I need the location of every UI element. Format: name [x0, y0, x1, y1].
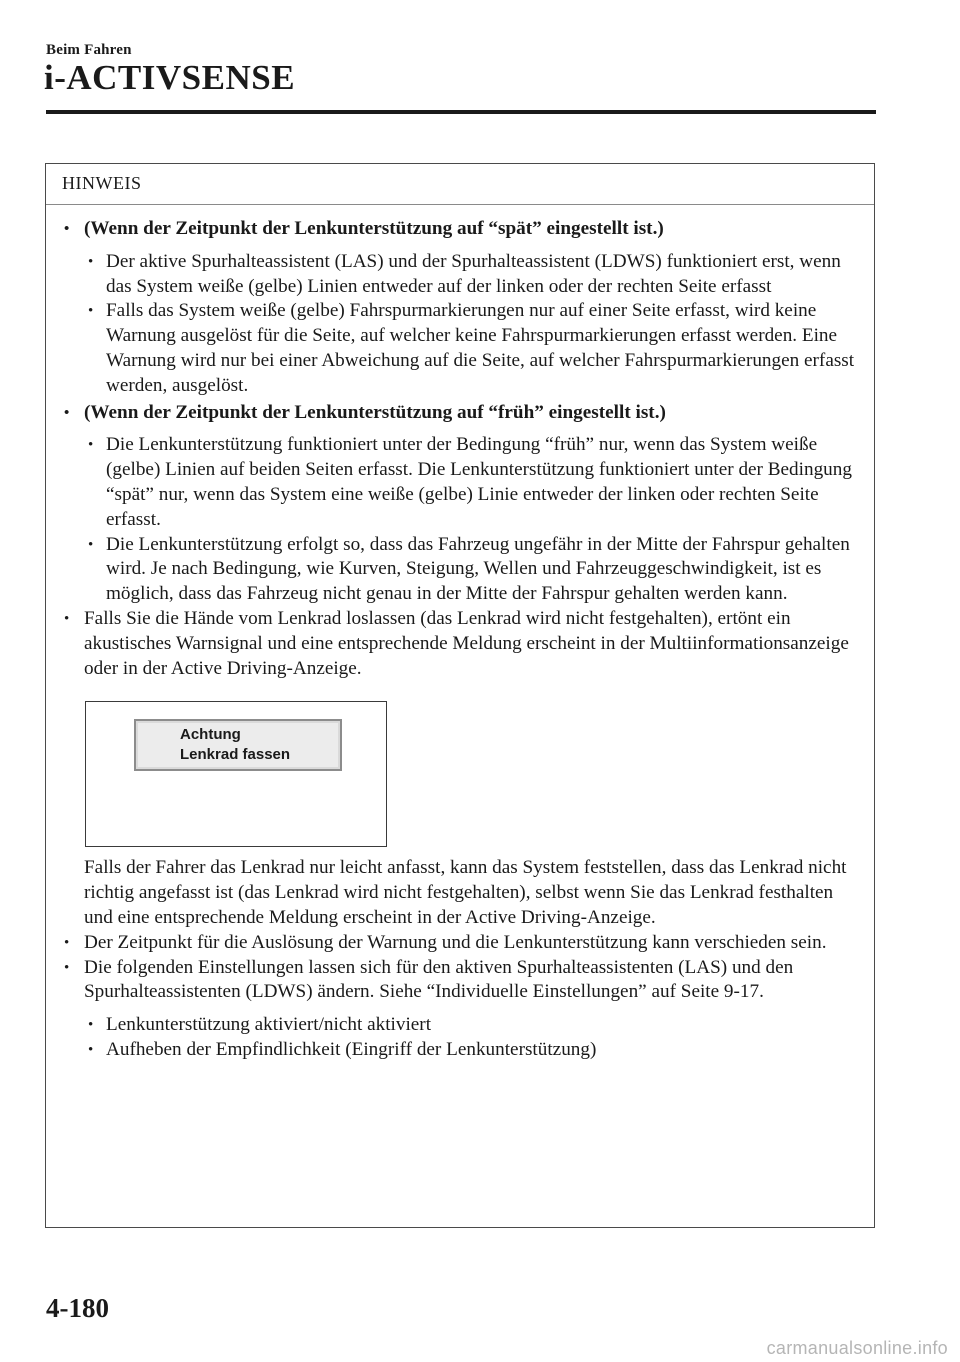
page-number: 4-180 — [46, 1293, 109, 1323]
item-text: Aufheben der Empfindlichkeit (Eingriff der Lenkunterstützung) — [106, 1038, 597, 1060]
note-content — [46, 208, 874, 1063]
section-label: Beim Fahren — [46, 42, 132, 58]
item-heading: (Wenn der Zeitpunkt der Lenkunterstützung auf “spät” eingestellt ist.) — [84, 218, 664, 239]
warning-display-figure — [85, 701, 387, 847]
sub-list-item — [46, 533, 874, 607]
display-line-1: Achtung — [180, 726, 241, 744]
item-text: Falls das System weiße (gelbe) Fahrspurmarkierungen nur auf einer Seite erfasst, wird keine Warnung ausgelöst für die Seite, auf welcher keine Fahrspurmarkierungen erfasst werden. Eine Warnung wird nur bei einer Abweichung auf die Seite, auf welcher Fahrspurmarkierungen erfasst werden, ausgelöst. — [106, 300, 855, 396]
bullet-icon: • — [64, 934, 70, 951]
item-text: Der Zeitpunkt für die Auslösung der Warnung und die Lenkunterstützung kann verschieden sein. — [84, 931, 827, 953]
bullet-icon: • — [88, 1041, 94, 1058]
header-divider — [46, 110, 876, 114]
item-text: Die Lenkunterstützung erfolgt so, dass das Fahrzeug ungefähr in der Mitte der Fahrspur gehalten wird. Je nach Bedingung, wie Kurven, Steigung, Wellen und Fahrzeuggeschwindigkeit, ist es möglich, dass das Fahrzeug nicht genau in der Mitte der Fahrspur gehalten werden kann. — [106, 533, 850, 605]
bullet-icon: • — [88, 536, 94, 553]
list-item — [46, 956, 874, 1006]
paragraph: Falls der Fahrer das Lenkrad nur leicht anfasst, kann das System feststellen, dass das Lenkrad nicht richtig angefasst ist (das Lenkrad wird nicht festgehalten), selbst wenn Sie das Lenkrad festhalten und eine entsprechende Meldung erscheint in der Active Driving-Anzeige. — [84, 857, 847, 928]
note-box — [45, 163, 875, 1228]
watermark: carmanualsonline.info — [766, 1338, 948, 1358]
item-text: Die Lenkunterstützung funktioniert unter der Bedingung “früh” nur, wenn das System weiße (gelbe) Linien auf beiden Seiten erfasst. Die Lenkunterstützung funktioniert unter der Bedingung “spät” nur, wenn das System eine weiße (gelbe) Linie entweder der linken oder rechten Seite erfasst. — [106, 434, 852, 530]
page-title: i-ACTIVSENSE — [44, 58, 296, 97]
list-item — [46, 931, 874, 956]
note-heading: HINWEIS — [62, 173, 142, 193]
item-text: Falls Sie die Hände vom Lenkrad loslassen (das Lenkrad wird nicht festgehalten), ertönt ein akustisches Warnsignal und eine entsprechende Meldung erscheint in der Multiinformationsanzeige oder in der Active Driving-Anzeige. — [84, 607, 849, 679]
bullet-icon: • — [88, 253, 94, 270]
item-text: Lenkunterstützung aktiviert/nicht aktiviert — [106, 1014, 432, 1036]
list-item — [46, 607, 874, 681]
list-item — [46, 217, 874, 242]
bullet-icon: • — [64, 221, 70, 237]
warning-message-display — [134, 719, 342, 771]
bullet-icon: • — [88, 437, 94, 454]
sub-list-item — [46, 1038, 874, 1063]
sub-list-item — [46, 250, 874, 300]
bullet-icon: • — [64, 610, 70, 627]
bullet-icon: • — [88, 303, 94, 320]
bullet-icon: • — [64, 404, 70, 421]
sub-list-item — [46, 433, 874, 532]
bullet-icon: • — [64, 959, 70, 976]
note-header — [46, 164, 874, 205]
list-item — [46, 401, 874, 426]
item-text: Die folgenden Einstellungen lassen sich für den aktiven Spurhalteassistenten (LAS) und den Spurhalteassistenten (LDWS) ändern. Siehe “Individuelle Einstellungen” auf Seite 9-17. — [84, 956, 794, 1003]
sub-list-item — [46, 1013, 874, 1038]
item-text: Der aktive Spurhalteassistent (LAS) und der Spurhalteassistent (LDWS) funktioniert erst, wenn das System weiße (gelbe) Linien entweder auf der linken oder der rechten Seite erfasst — [106, 250, 841, 297]
sub-list-item — [46, 299, 874, 398]
bullet-icon: • — [88, 1017, 94, 1034]
display-line-2: Lenkrad fassen — [180, 746, 291, 764]
item-heading: (Wenn der Zeitpunkt der Lenkunterstützung auf “früh” eingestellt ist.) — [84, 401, 666, 423]
